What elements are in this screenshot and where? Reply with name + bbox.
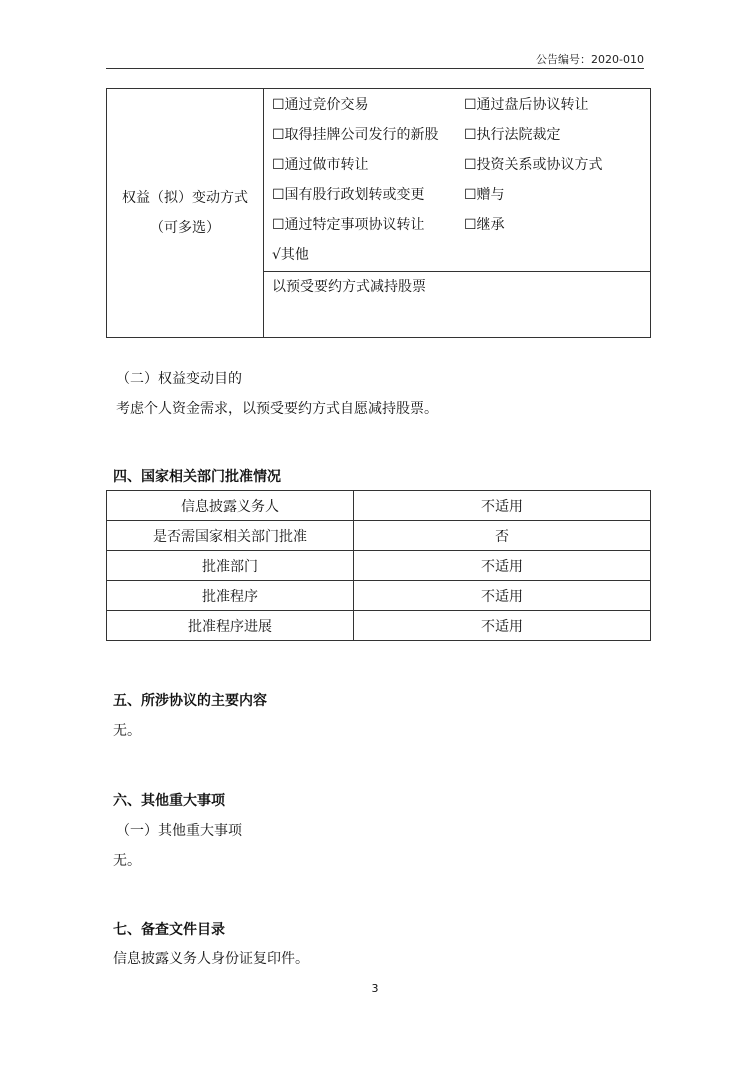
approval-value: 不适用 xyxy=(354,581,651,611)
change-method-options-cell xyxy=(264,89,651,272)
option-bidding-trade: ☐通过竞价交易 xyxy=(272,97,369,113)
table-row xyxy=(107,581,651,611)
change-method-label: 权益（拟）变动方式 xyxy=(122,190,248,206)
approval-value: 否 xyxy=(354,521,651,551)
change-method-label-note: （可多选） xyxy=(150,220,220,236)
approval-heading: 四、国家相关部门批准情况 xyxy=(113,469,281,485)
option-investment-relation: ☐投资关系或协议方式 xyxy=(464,157,603,173)
other-matters-subheading: （一）其他重大事项 xyxy=(116,823,242,839)
table-row xyxy=(107,521,651,551)
table-row xyxy=(107,491,651,521)
approval-item: 是否需国家相关部门批准 xyxy=(107,521,354,551)
option-inheritance: ☐继承 xyxy=(464,217,505,233)
agreement-text: 无。 xyxy=(113,723,141,739)
purpose-text: 考虑个人资金需求，以预受要约方式自愿减持股票。 xyxy=(116,401,438,417)
option-market-making: ☐通过做市转让 xyxy=(272,157,369,173)
option-special-agreement: ☐通过特定事项协议转让 xyxy=(272,217,425,233)
option-after-hours-agreement: ☐通过盘后协议转让 xyxy=(464,97,589,113)
approval-value: 不适用 xyxy=(354,491,651,521)
approval-value: 不适用 xyxy=(354,611,651,641)
change-method-label-cell xyxy=(107,89,264,338)
table-row xyxy=(107,551,651,581)
agreement-heading: 五、所涉协议的主要内容 xyxy=(113,693,267,709)
option-other: √其他 xyxy=(272,247,309,263)
approval-table xyxy=(106,490,651,641)
approval-item: 信息披露义务人 xyxy=(107,491,354,521)
approval-value: 不适用 xyxy=(354,551,651,581)
approval-item: 批准部门 xyxy=(107,551,354,581)
change-method-table xyxy=(106,88,651,338)
option-gift: ☐赠与 xyxy=(464,187,505,203)
page-number: 3 xyxy=(371,982,379,995)
purpose-subheading: （二）权益变动目的 xyxy=(116,371,242,387)
option-state-owned-transfer: ☐国有股行政划转或变更 xyxy=(272,187,425,203)
approval-item: 批准程序 xyxy=(107,581,354,611)
header-divider xyxy=(106,68,644,69)
option-new-shares: ☐取得挂牌公司发行的新股 xyxy=(272,127,439,143)
other-matters-text: 无。 xyxy=(113,853,141,869)
other-matters-heading: 六、其他重大事项 xyxy=(113,793,225,809)
announcement-number: 公告编号：2020-010 xyxy=(536,53,644,66)
approval-item: 批准程序进展 xyxy=(107,611,354,641)
reference-files-heading: 七、备查文件目录 xyxy=(113,922,225,938)
change-method-note: 以预受要约方式减持股票 xyxy=(264,272,651,338)
option-court-ruling: ☐执行法院裁定 xyxy=(464,127,561,143)
reference-files-text: 信息披露义务人身份证复印件。 xyxy=(113,951,309,967)
table-row xyxy=(107,611,651,641)
